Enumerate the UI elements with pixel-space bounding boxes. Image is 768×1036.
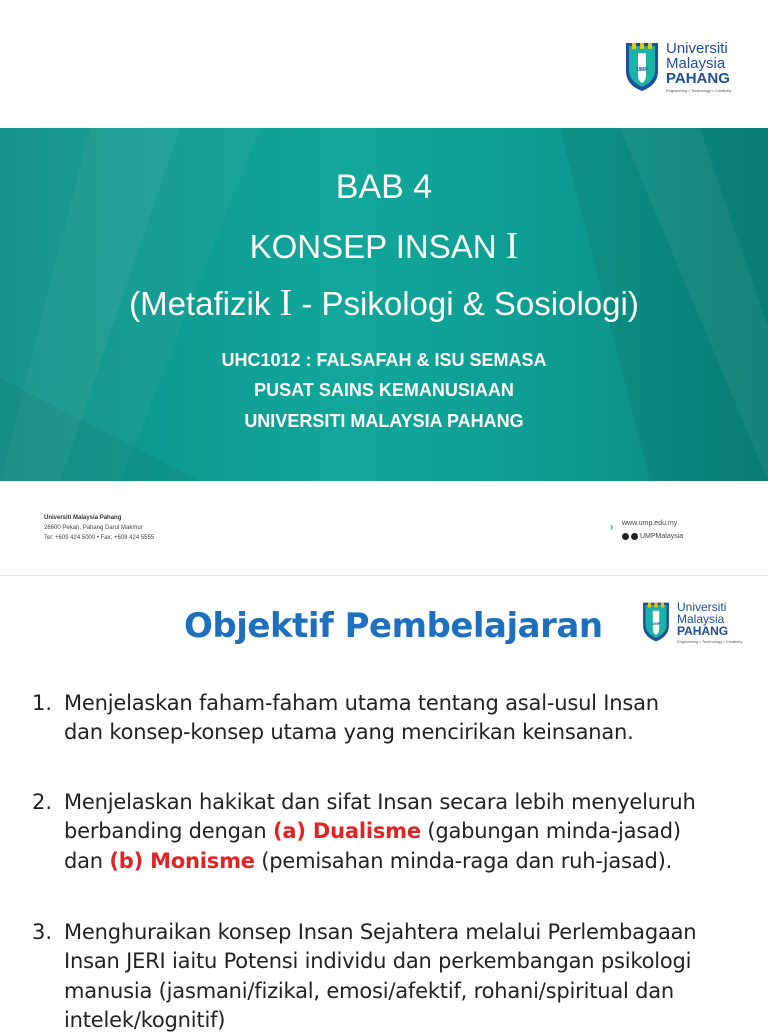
logo-line-pahang: PAHANG (666, 70, 730, 87)
ump-logo (624, 41, 731, 93)
objectives-list (32, 689, 752, 1036)
footer-address: Universiti Malaysia Pahang 26600 Pekan, Pahang Darul Makmur Tel: +609 424 5000 • Fax: +609 424 5555 (44, 515, 155, 541)
instagram-icon (631, 533, 638, 540)
website-link[interactable]: www.ump.edu.my (622, 520, 678, 527)
objectives-title: Objektif Pembelajaran (184, 606, 603, 646)
list-item: 3. Menghuraikan konsep Insan Sejahtera melalui Perlembagaan Insan JERI iaitu Potensi individu dan perkembangan psikologi manusia (jasmani/fizikal, emosi/afektif, rohani/spiritual dan intelek/kognitif) (32, 919, 697, 1033)
ump-logo-small: UMP Universiti Malaysia PAHANG Engineering • Technology • Creativity (641, 601, 742, 644)
dualisme-highlight: (a) Dualisme (273, 819, 421, 844)
logo-line-malaysia: Malaysia (666, 55, 726, 72)
ump-shield-icon (624, 41, 660, 93)
title-banner (0, 128, 768, 481)
logo-tagline: Engineering • Technology • Creativity (666, 88, 732, 93)
monisme-highlight: (b) Monisme (109, 848, 255, 873)
svg-text:UMP: UMP (651, 621, 661, 627)
facebook-icon (622, 533, 629, 540)
svg-text:UMP: UMP (636, 67, 648, 73)
ump-shield-icon (641, 601, 671, 643)
course-code: UHC1012 : FALSAFAH & ISU SEMASA (221, 350, 547, 370)
chapter-subtitle: (Metafizik I - Psikologi & Sosiologi) (129, 282, 639, 324)
centre-name: PUSAT SAINS KEMANUSIAAN (254, 380, 514, 400)
chevron-right-icon: › (610, 522, 614, 533)
footer-contact (610, 518, 684, 543)
list-item: 2. Menjelaskan hakikat dan sifat Insan secara lebih menyeluruh berbanding dengan (a) Dualisme (gabungan minda-jasad) dan (b) Monisme (pemisahan minda-raga dan ruh-jasad). (32, 789, 696, 873)
chapter-title: KONSEP INSAN I (249, 225, 519, 267)
social-handle[interactable]: UMPMalaysia (622, 531, 683, 544)
university-name: UNIVERSITI MALAYSIA PAHANG (244, 411, 524, 431)
chapter-number: BAB 4 (335, 168, 433, 206)
slide-divider (0, 575, 768, 576)
logo-line-universiti: Universiti (666, 40, 728, 57)
list-item: 1. Menjelaskan faham-faham utama tentang asal-usul Insan dan konsep-konsep utama yang mencirikan keinsanan. (32, 691, 659, 745)
